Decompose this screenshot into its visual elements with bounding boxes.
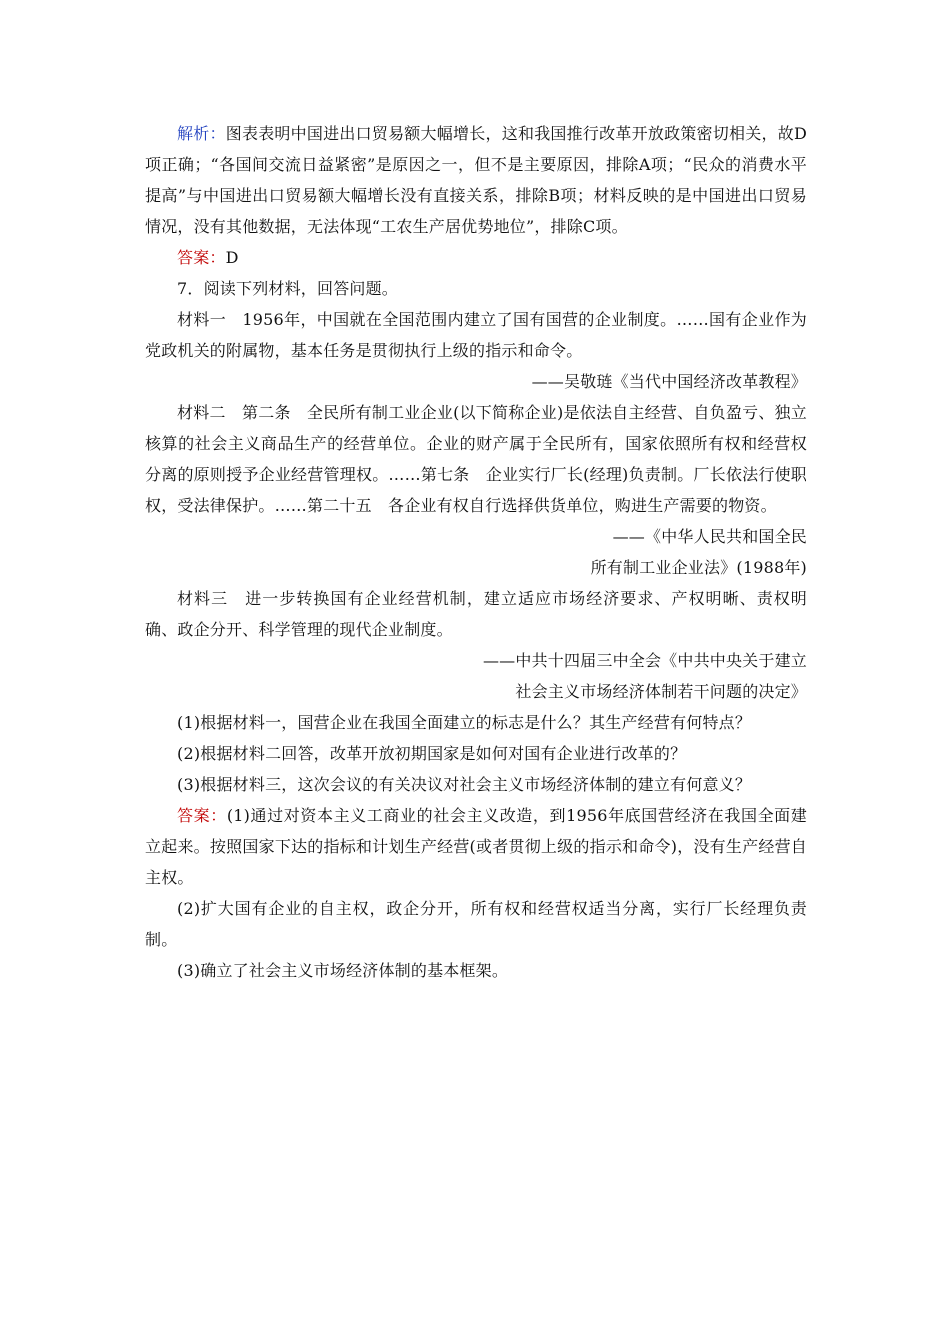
material-3-label: 材料三	[177, 589, 229, 608]
sub-question-3: (3)根据材料三，这次会议的有关决议对社会主义市场经济体制的建立有何意义？	[177, 775, 752, 794]
sub-question-1: (1)根据材料一，国营企业在我国全面建立的标志是什么？其生产经营有何特点？	[177, 713, 752, 732]
question-7-text: 阅读下列材料，回答问题。	[203, 279, 398, 298]
material-2-source-line-2: 所有制工业企业法》(1988年)	[590, 558, 807, 577]
document-body	[145, 118, 807, 986]
answer-7-item-3: (3)确立了社会主义市场经济体制的基本框架。	[177, 961, 509, 980]
material-2-source-line-1: ——《中华人民共和国全民	[612, 527, 807, 546]
sub-question-2: (2)根据材料二回答，改革开放初期国家是如何对国有企业进行改革的？	[177, 744, 687, 763]
answer-7-item-2: (2)扩大国有企业的自主权，政企分开，所有权和经营权适当分离，实行厂长经理负责制。	[145, 899, 807, 949]
material-3-source-line-1: ——中共十四届三中全会《中共中央关于建立	[482, 651, 807, 670]
material-3-paragraph	[145, 583, 807, 645]
question-7-number: 7．	[177, 279, 204, 298]
material-2-text: 第二条 全民所有制工业企业(以下简称企业)是依法自主经营、自负盈亏、独立核算的社会主义商品生产的经营单位。企业的财产属于全民所有，国家依照所有权和经营权分离的原则授予企业经营管理权。……第七条 企业实行厂长(经理)负责制。厂长依法行使职权，受法律保护。……第二十五 各企业有权自行选择供货单位，购进生产需要的物资。	[145, 403, 808, 515]
material-1-source: ——吴敬琏《当代中国经济改革教程》	[531, 372, 807, 391]
question-7-stem	[145, 273, 807, 304]
material-1-label: 材料一	[177, 310, 227, 329]
answer-7-item-1-text: (1)通过对资本主义工商业的社会主义改造，到1956年底国营经济在我国全面建立起来。按照国家下达的指标和计划生产经营(或者贯彻上级的指示和命令)，没有生产经营自主权。	[145, 806, 807, 887]
analysis-label: 解析：	[177, 124, 226, 143]
material-1-text: 1956年，中国就在全国范围内建立了国有国营的企业制度。……国有企业作为党政机关的附属物，基本任务是贯彻执行上级的指示和命令。	[145, 310, 808, 360]
answer-6-text: D	[225, 248, 239, 267]
material-1-paragraph	[145, 304, 807, 366]
answer-7-label: 答案：	[177, 806, 227, 825]
material-3-source-line-2: 社会主义市场经济体制若干问题的决定》	[515, 682, 807, 701]
answer-7-item-1	[145, 800, 807, 893]
answer-6-paragraph	[145, 242, 807, 273]
answer-6-label: 答案：	[177, 248, 226, 267]
material-2-label: 材料二	[177, 403, 226, 422]
material-2-paragraph	[145, 397, 807, 521]
analysis-text: 图表表明中国进出口贸易额大幅增长，这和我国推行改革开放政策密切相关，故D项正确；“各国间交流日益紧密”是原因之一，但不是主要原因，排除A项；“民众的消费水平提高”与中国进出口贸易额大幅增长没有直接关系，排除B项；材料反映的是中国进出口贸易情况，没有其他数据，无法体现“工农生产居优势地位”，排除C项。	[145, 124, 807, 236]
material-3-text: 进一步转换国有企业经营机制，建立适应市场经济要求、产权明晰、责权明确、政企分开、科学管理的现代企业制度。	[145, 589, 808, 639]
analysis-paragraph	[145, 118, 807, 242]
